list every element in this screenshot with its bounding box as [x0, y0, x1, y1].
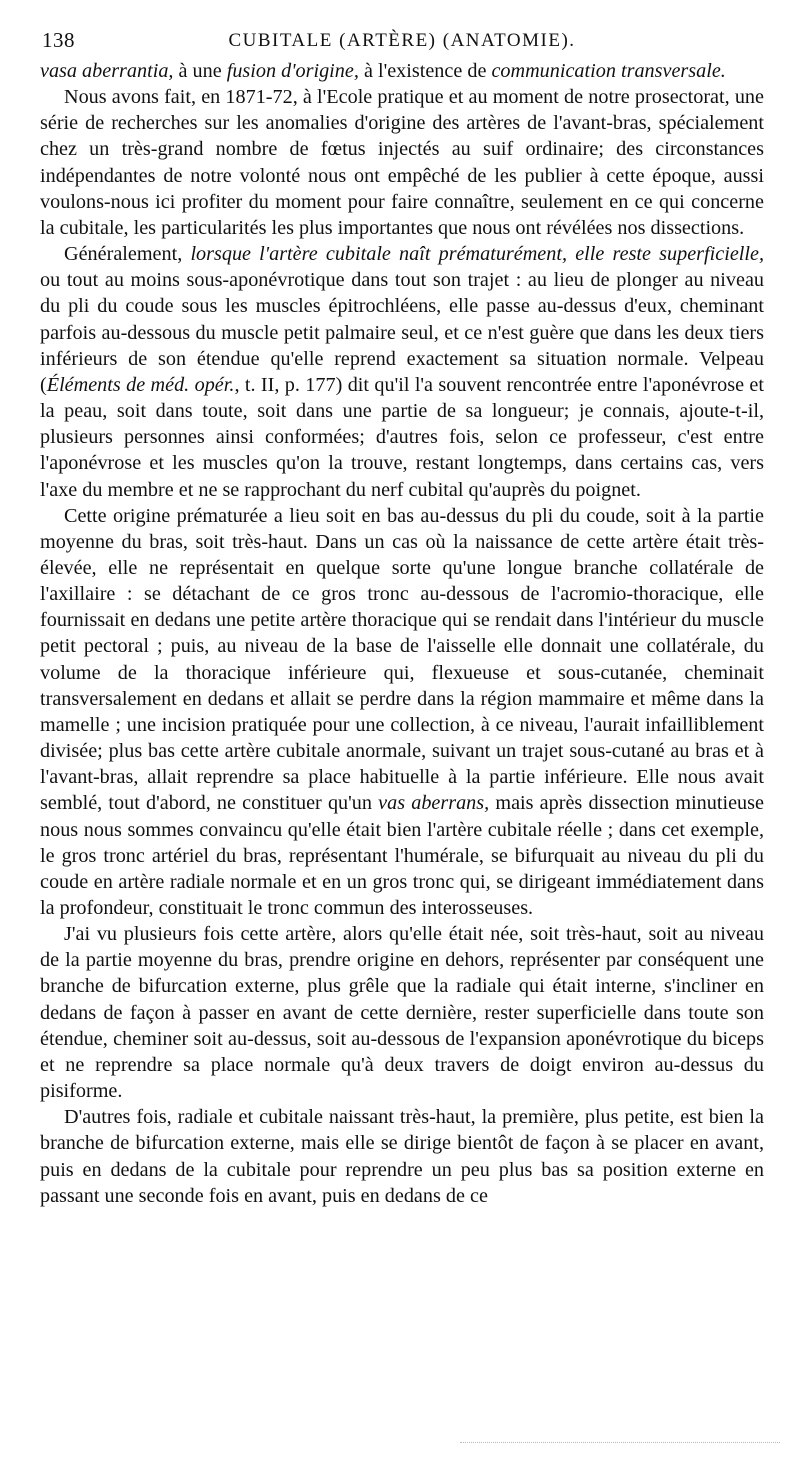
paragraph [40, 241, 764, 503]
book-page [40, 26, 764, 1446]
italic-text: vasa aberrantia, [40, 60, 174, 82]
running-title: CUBITALE (ARTÈRE) (ANATOMIE). [228, 30, 576, 51]
italic-text: Éléments de méd. opér. [46, 373, 235, 396]
paragraph [40, 921, 764, 1104]
text-run: , t. II, p. 177) dit qu'il l'a souvent rencontrée entre l'aponévrose et la peau, soit dans toute, soit dans une partie de sa longueur; je connais, ajoute-t-il, plusieurs personnes ainsi conformées; d'autres fois, selon ce professeur, c'est entre l'aponévrose et les muscles qu'on la trouve, restant longtemps, dans certains cas, vers l'axe du membre et ne se rapprochant du nerf cubital qu'auprès du poignet. [40, 373, 765, 501]
page-number: 138 [42, 28, 75, 52]
text-run: J'ai vu plusieurs fois cette artère, alors qu'elle était née, soit très-haut, soit au niveau de la partie moyenne du bras, prendre origine en dehors, représenter par conséquent une branche de bifurcation externe, plus grêle que la radiale qui était interne, s'incliner en dedans de façon à passer en avant de cette dernière, rester superficielle dans toute son étendue, cheminer soit au-dessus, soit au-dessous de l'expansion aponévrotique du biceps et ne reprendre sa place normale qu'à deux travers de doigt environ au-dessus du pisiforme. [40, 923, 764, 1103]
body-text [40, 58, 764, 1209]
text-run: mais après dissection minutieuse nous nous sommes convaincu qu'elle était bien l'artère cubitale réelle ; dans cet exemple, le gros tronc artériel du bras, représentant l'humérale, se bifurquait au niveau du pli du coude en artère radiale normale et en un gros tronc qui, se dirigeant immédiatement dans la profondeur, constituait le tronc commun des interosseuses. [40, 792, 764, 919]
text-run: Généralement, [64, 243, 191, 266]
italic-text: vas aberrans, [378, 792, 490, 815]
text-run: D'autres fois, radiale et cubitale naissant très-haut, la première, plus petite, est bien la branche de bifurcation externe, mais elle se dirige bientôt de façon à se placer en avant, puis en dedans de la cubitale pour reprendre un peu plus bas sa position externe en passant une seconde fois en avant, puis en dedans de ce [40, 1106, 764, 1207]
text-run: à une [173, 60, 227, 82]
paragraph [40, 1104, 764, 1209]
text-run: à l'existence de [358, 60, 492, 82]
italic-text: fusion d'origine, [226, 60, 359, 82]
text-run: Nous avons fait, en 1871-72, à l'Ecole pratique et au moment de notre prosectorat, une série de recherches sur les anomalies d'origine des artères de l'avant-bras, spécialement chez un très-grand nombre de fœtus injectés au suif ordinaire; des circonstances indépendantes de notre volonté nous ont empêché de les publier à cette époque, aussi voulons-nous ici profiter du moment pour faire connaître, seulement en ce qui concerne la cubitale, les particularités les plus importantes que nous ont révélées nos dissections. [40, 86, 764, 239]
paragraph [40, 84, 764, 241]
paragraph-continuation [40, 58, 764, 84]
footer-rule [460, 1442, 780, 1443]
page-header [40, 26, 764, 58]
text-run: ou tout au moins sous-aponévrotique dans tout son trajet : au lieu de plonger au niveau du pli du coude sous les muscles épitrochléens, elle passe au-dessus d'eux, cheminant parfois au-dessous du muscle petit palmaire seul, et ce n'est guère que dans les deux tiers inférieurs de son étendue qu'elle reprend exactement sa situation normale. Velpeau ( [40, 269, 764, 396]
paragraph [40, 503, 764, 922]
italic-text: lorsque l'artère cubitale naît prématurément, elle reste superficielle, [190, 243, 764, 266]
text-run: Cette origine prématurée a lieu soit en bas au-dessus du pli du coude, soit à la partie moyenne du bras, soit très-haut. Dans un cas où la naissance de cette artère était très-élevée, elle ne représentait en quelque sorte qu'une longue branche collatérale de l'axillaire : se détachant de ce gros tronc au-dessous de l'acromio-thoracique, elle fournissait en dedans une petite artère thoracique qui se rendait dans l'intérieur du muscle petit pectoral ; puis, au niveau de la base de l'aisselle elle donnait une collatérale, du volume de la thoracique inférieure qui, flexueuse et sous-cutanée, cheminait transversalement en dedans et allait se perdre dans la région mammaire et même dans la mamelle ; une incision pratiquée pour une collection, à ce niveau, l'aurait infailliblement divisée; plus bas cette artère cubitale anormale, suivant un trajet sous-cutané au bras et à l'avant-bras, allait reprendre sa place habituelle à la partie inférieure. Elle nous avait semblé, tout d'abord, ne constituer qu'un [40, 504, 764, 815]
italic-text: communication transversale. [491, 60, 726, 82]
